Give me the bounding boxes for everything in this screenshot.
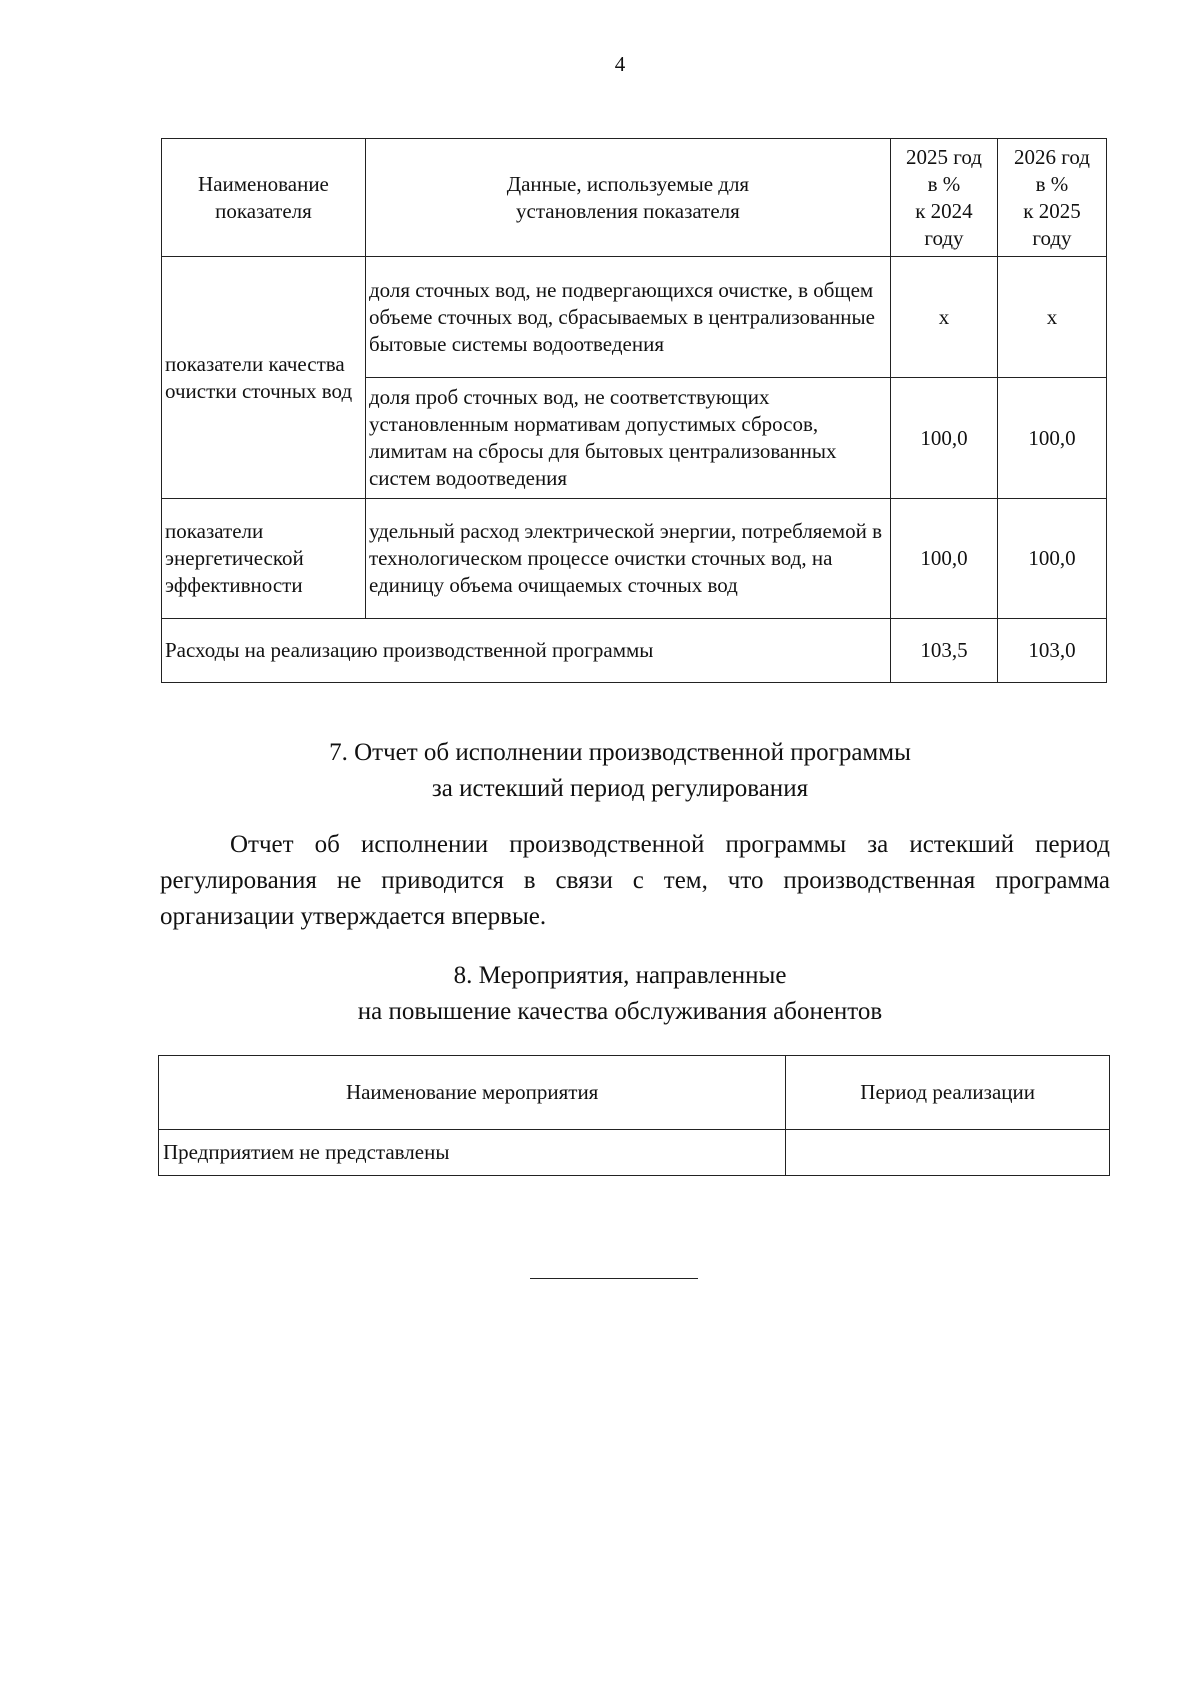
header-period: Период реализации bbox=[786, 1056, 1110, 1130]
value-2025: 100,0 bbox=[890, 499, 997, 619]
end-divider bbox=[530, 1278, 698, 1279]
events-table bbox=[158, 1055, 1110, 1176]
expenses-2026: 103,0 bbox=[997, 619, 1106, 683]
table-header-row bbox=[159, 1056, 1110, 1130]
section-7-heading: 7. Отчет об исполнении производственной программы за истекший период регулирования bbox=[329, 739, 911, 802]
header-indicator-name: Наименование показателя bbox=[162, 139, 366, 257]
header-2025: 2025 год в % к 2024 году bbox=[890, 139, 997, 257]
section-8-heading: 8. Мероприятия, направленные на повышение качества обслуживания абонентов bbox=[357, 962, 883, 1025]
value-2026: x bbox=[997, 257, 1106, 378]
expenses-row bbox=[162, 619, 1107, 683]
section-7-paragraph: Отчет об исполнении производственной программы за истекший период регулирования не приводится в связи с тем, что производственная программа организации утверждается впервые. bbox=[160, 831, 1110, 930]
page-number: 4 bbox=[614, 52, 626, 76]
value-2026: 100,0 bbox=[997, 378, 1106, 499]
group-name-energy-efficiency: показатели энергетической эффективности bbox=[162, 499, 366, 619]
indicators-table bbox=[161, 138, 1107, 683]
table-header-row bbox=[162, 139, 1107, 257]
event-period bbox=[786, 1130, 1110, 1176]
header-2026: 2026 год в % к 2025 году bbox=[997, 139, 1106, 257]
expenses-label: Расходы на реализацию производственной программы bbox=[162, 619, 891, 683]
row-data: доля проб сточных вод, не соответствующих установленным нормативам допустимых сбросов, лимитам на сбросы для бытовых централизованных систем водоотведения bbox=[365, 378, 890, 499]
group-name-cleaning-quality: показатели качества очистки сточных вод bbox=[162, 257, 366, 499]
event-name: Предприятием не представлены bbox=[159, 1130, 786, 1176]
header-event-name: Наименование мероприятия bbox=[159, 1056, 786, 1130]
table-row bbox=[159, 1130, 1110, 1176]
table-row bbox=[162, 499, 1107, 619]
row-data: удельный расход электрической энергии, потребляемой в технологическом процессе очистки сточных вод, на единицу объема очищаемых сточных вод bbox=[365, 499, 890, 619]
table-row bbox=[162, 257, 1107, 378]
value-2026: 100,0 bbox=[997, 499, 1106, 619]
value-2025: 100,0 bbox=[890, 378, 997, 499]
header-data-used: Данные, используемые для установления показателя bbox=[365, 139, 890, 257]
expenses-2025: 103,5 bbox=[890, 619, 997, 683]
value-2025: x bbox=[890, 257, 997, 378]
row-data: доля сточных вод, не подвергающихся очистке, в общем объеме сточных вод, сбрасываемых в централизованные бытовые системы водоотведения bbox=[365, 257, 890, 378]
